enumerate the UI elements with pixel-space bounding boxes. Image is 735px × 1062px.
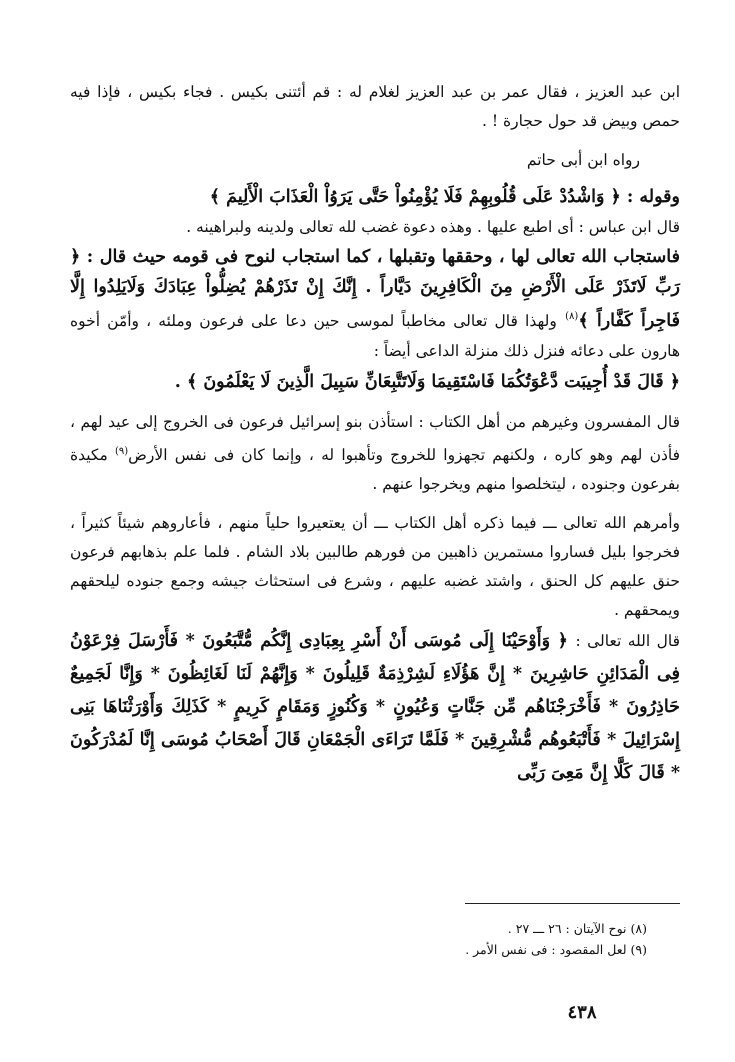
exodus-text: قال المفسرون وغيرهم من أهل الكتاب : استأذن بنو إسرائيل فرعون فى الخروج إلى عيد لهم ، فأذن لهم وهو كاره ، ولكنهم تجهزوا للخروج وتأهبوا له ، وإنما كان فى نفس الأرض xyxy=(70,412,680,464)
verse-3-text: ﴿ وَأَوْحَيْنَا إِلَى مُوسَى أَنْ أَسْرِ بِعِبَادِى إِنَّكُم مُّتَّبَعُونَ * فَأَرْسَلَ فِرْعَوْنُ فِى الْمَدَائِنِ حَاشِرِينَ * إِنَّ هَؤُلَاءِ لَشِرْذِمَةٌ قَلِيلُونَ * وَإِنَّهُمْ لَنَا لَغَائِظُونَ * وَإِنَّا لَجَمِيعٌ حَاذِرُونَ * فَأَخْرَجْنَاهُم مِّن جَنَّاتٍ وَعُيُونٍ * وَكُنُوزٍ وَمَقَامٍ كَرِيمٍ * كَذَلِكَ وَأَوْرَثْنَاهَا بَنِى إِسْرَائِيلَ * فَأَتْبَعُوهُم مُّشْرِقِينَ * فَلَمَّا تَرَاءَى الْجَمْعَانِ قَالَ أَصْحَابُ مُوسَى إِنَّا لَمُدْرَكُونَ * قَالَ كَلَّا إِنَّ مَعِىَ رَبِّى xyxy=(70,630,680,783)
paragraph-verse-2: ﴿ قَالَ قَدْ أُجِيبَت دَّعْوَتُكُمَا فَاسْتَقِيمَا وَلَاتَتَّبِعَانِّ سَبِيلَ الَّذِينَ لَا يَعْلَمُونَ ﴾ . xyxy=(174,371,680,392)
musa-intro-text: ولهذا قال تعالى مخاطباً لموسى حين دعا على فرعون وملئه ، وأمّن أخوه هارون على دعائه فنزل ذلك منزلة الداعى أيضاً : xyxy=(70,311,680,360)
nuh-verse-text: فاستجاب الله تعالى لها ، وحققها وتقبلها ، كما استجاب لنوح فى قومه حيث قال : ﴿ رَبِّ لَاتَذَرْ عَلَى الْأَرْضِ مِنَ الْكَافِرِينَ دَيَّاراً . إِنَّكَ إِنْ تَذَرْهُمْ يُضِلُّواْ عِبَادَكَ وَلَايَلِدُوا إِلَّا فَاجِراً كَفَّاراً ﴾ xyxy=(70,247,681,331)
page-number: ٤٣٨ xyxy=(567,1002,597,1023)
paragraph-exodus xyxy=(70,408,680,499)
footnote-9: (٩) لعل المقصود : فى نفس الأمر . xyxy=(465,942,647,957)
paragraph-verse-1: وقوله : ﴿ وَاشْدُدْ عَلَى قُلُوبِهِمْ فَلَا يُؤْمِنُواْ حَتَّى يَرَوُاْ الْعَذَابَ الْأَلِيمَ ﴾ xyxy=(209,187,680,207)
paragraph-borrowing: وأمرهم الله تعالى ـــ فيما ذكره أهل الكتاب ـــ أن يعتعيروا حلياً منهم ، فأعاروهم شيئاً كثيراً ، فخرجوا بليل فساروا مستمرين ذاهبين من فورهم طالبين بلاد الشام . فلما علم بذهابهم فرعون حنق عليهم كل الحنق ، واشتد غضبه عليهم ، وشرع فى استحثاث جيشه وجمع جنوده ليلحقهم ويمحقهم . xyxy=(70,513,680,619)
paragraph-verse-3 xyxy=(70,625,680,790)
paragraph-intro: ابن عبد العزيز ، فقال عمر بن عبد العزيز لغلام له : قم أئتنى بكيس . فجاء بكيس ، فإذا فيه حمص وبيض قد حول حجارة ! . xyxy=(70,83,680,130)
footnote-8: (٨) نوح الآيتان : ٢٦ ـــ ٢٧ . xyxy=(507,921,647,936)
paragraph-ibn-abbas: قال ابن عباس : أى اطبع عليها . وهذه دعوة غضب لله تعالى ولدينه ولبراهينه . xyxy=(186,218,680,236)
paragraph-nuh-verse xyxy=(70,242,680,366)
footnote-divider xyxy=(465,903,680,904)
paragraph-narration-source: رواه ابن أبى حاتم xyxy=(526,151,640,169)
footnote-ref-9: (٩) xyxy=(114,445,129,457)
footnotes xyxy=(247,918,647,960)
footnote-ref-8: (٨) xyxy=(565,311,579,322)
exodus-text-end: مكيدة بفرعون وجنوده ، ليتخلصوا منهم ويخرجوا عنهم . xyxy=(70,445,680,493)
page-body xyxy=(70,78,680,790)
verse-3-intro: قال الله تعالى : xyxy=(575,631,681,650)
